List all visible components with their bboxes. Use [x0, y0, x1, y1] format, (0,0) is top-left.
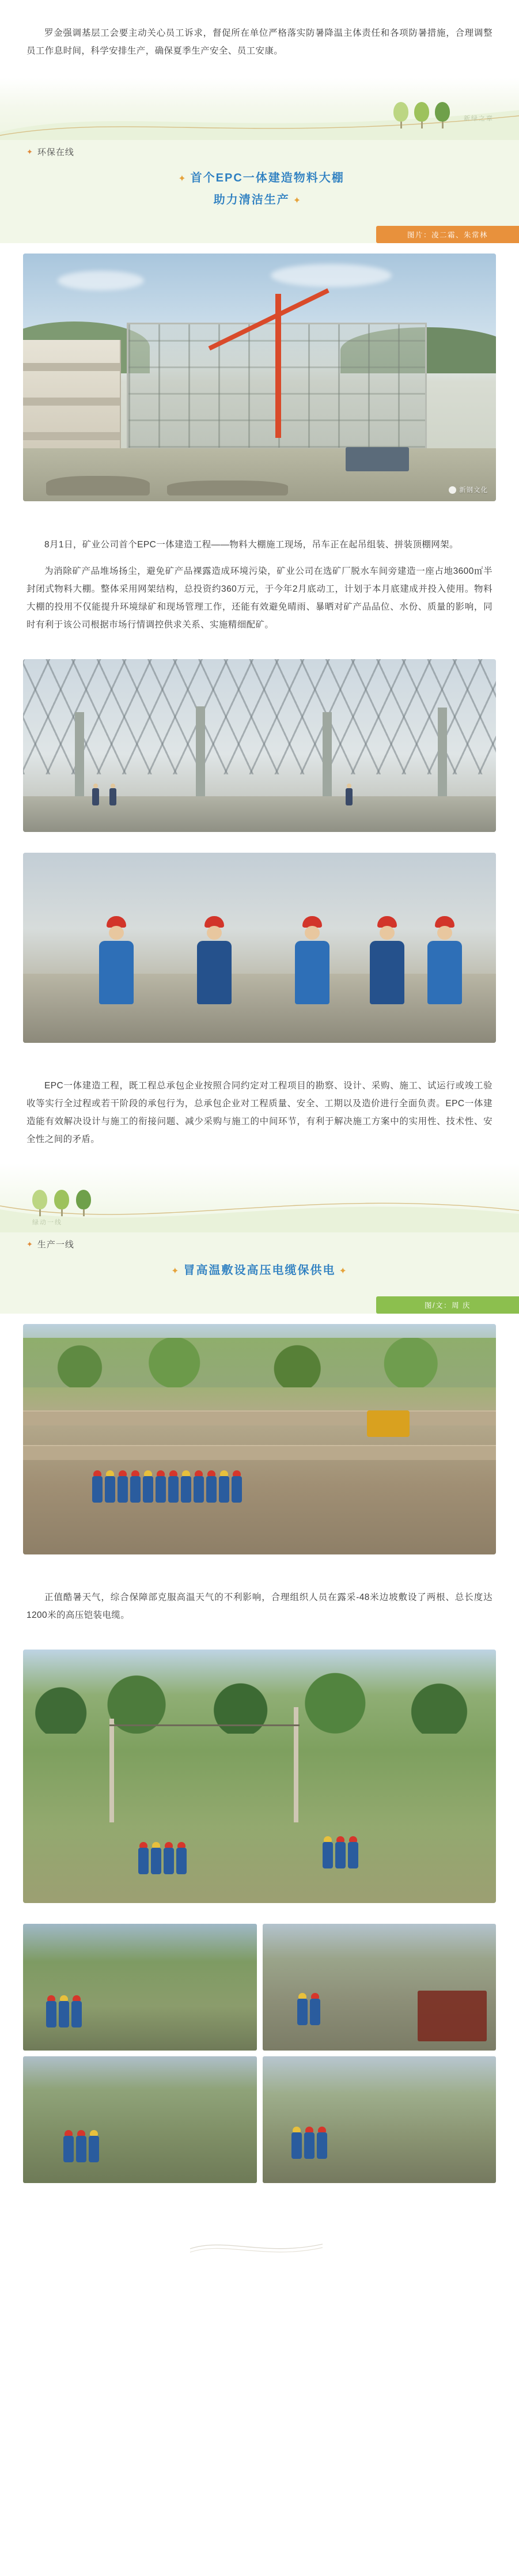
cable-work-photo-1 [23, 1924, 257, 2051]
section-tag-label: 生产一线 [37, 1239, 74, 1250]
photo-area-mine [0, 1314, 519, 1565]
tree-icon [435, 102, 450, 127]
construction-site-photo [23, 254, 496, 501]
headline-line-1 [26, 1259, 493, 1281]
credit-row-1 [0, 226, 519, 243]
watermark-text: 新钢文化 [459, 487, 488, 494]
body-paragraph: 为消除矿产品堆场扬尘，避免矿产品裸露造成环境污染，矿业公司在选矿厂脱水车间旁建造一座占地3600㎡半封闭式物料大棚。整体采用网架结构，总投资约360万元，于今年2月底动工，计划于本月底建成并投入使用。物料大棚的投用不仅能提升环境绿矿和现场管理工作，还能有效避免晴雨、暴晒对矿产品品位、水份、质量的影响，同时有利于该公司根据市场行情调控供求关系、实施精细配矿。 [26, 566, 493, 630]
photo-area-field [0, 1639, 519, 1913]
mine-slope-cable-photo [23, 1324, 496, 1554]
workers-discussion-photo [23, 853, 496, 1043]
tree-icon [414, 102, 429, 127]
body-block-3 [0, 1565, 519, 1639]
section-tag-label: 环保在线 [37, 147, 74, 157]
headline-text-2: 助力清洁生产 [213, 194, 290, 206]
band-label: 新绿之章 [464, 115, 494, 122]
headline-line-1 [26, 167, 493, 189]
sparkle-icon: ✦ [26, 147, 33, 156]
credit-tag: 图/文：周 庆 [376, 1296, 519, 1314]
decorative-tree-band-middle [0, 1163, 519, 1232]
body-block-2 [0, 1053, 519, 1163]
bottom-spacer [0, 2193, 519, 2234]
headline-mark-right-icon: ✦ [339, 1266, 348, 1276]
tree-icon [32, 1190, 47, 1215]
sparkle-icon: ✦ [26, 1239, 33, 1249]
body-paragraph: EPC一体建造工程，既工程总承包企业按照合同约定对工程项目的勘察、设计、采购、施工、试运行或竣工验收等实行全过程或若干阶段的承包行为，总承包企业对工程质量、安全、工期以及造价进行全面负责。EPC一体建造能有效解决设计与施工的衔接问题、减少采购与施工的中间环节，有利于解决施工方案中的实用性、技术性、安全性之间的矛盾。 [26, 1081, 493, 1144]
body-paragraph: 正值酷暑天气，综合保障部克服高温天气的不利影响，合理组织人员在露采-48米边坡敷设了两根、总长度达1200米的高压铠装电缆。 [26, 1592, 493, 1620]
red-panel-decoration [418, 1991, 487, 2041]
tree-cluster-icon [32, 1190, 91, 1215]
headline-text-1: 冒高温敷设高压电缆保供电 [183, 1264, 336, 1277]
photo-grid [23, 1924, 496, 2183]
headline-mark-right-icon: ✦ [293, 196, 302, 206]
photo-area-workers [0, 842, 519, 1053]
body-paragraph: 8月1日，矿业公司首个EPC一体建造工程——物料大棚施工现场，吊车正在起吊组装、拼装顶棚网架。 [44, 539, 459, 550]
cable-laying-field-photo [23, 1650, 496, 1903]
headline-block-2 [0, 1254, 519, 1296]
tree-icon [393, 102, 408, 127]
cable-work-photo-3 [23, 2056, 257, 2183]
footer-wave-decoration [0, 2234, 519, 2257]
credit-row-2 [0, 1296, 519, 1314]
watermark-dot-icon [449, 486, 456, 494]
tree-icon [76, 1190, 91, 1215]
wave-icon [0, 2234, 519, 2257]
credit-tag: 图片：凌二霜、朱常林 [376, 226, 519, 243]
intro-block [0, 0, 519, 74]
tree-cluster-icon [393, 102, 450, 127]
body-block-1 [0, 512, 519, 649]
band-label: 绿动一线 [32, 1219, 62, 1226]
section-tag-production [0, 1232, 519, 1254]
section-tag-environment [0, 140, 519, 161]
headline-mark-left-icon: ✦ [178, 174, 187, 184]
photo-watermark [449, 485, 488, 494]
cable-work-photo-2 [263, 1924, 497, 2051]
decorative-tree-band-top [0, 78, 519, 140]
headline-block-1 [0, 161, 519, 226]
photo-area-interior [0, 649, 519, 842]
intro-paragraph: 罗金强调基层工会要主动关心员工诉求，督促所在单位严格落实防暑降温主体责任和各项防暑措施，合理调整员工作息时间，科学安排生产，确保夏季生产安全、员工安康。 [26, 28, 493, 56]
photo-grid-area [0, 1913, 519, 2193]
headline-mark-left-icon: ✦ [171, 1266, 180, 1276]
photo-area-construction [0, 243, 519, 512]
steel-structure-interior-photo [23, 659, 496, 832]
tree-icon [54, 1190, 69, 1215]
headline-text-1: 首个EPC一体建造物料大棚 [190, 172, 344, 184]
cable-work-photo-4 [263, 2056, 497, 2183]
headline-line-2 [26, 189, 493, 211]
